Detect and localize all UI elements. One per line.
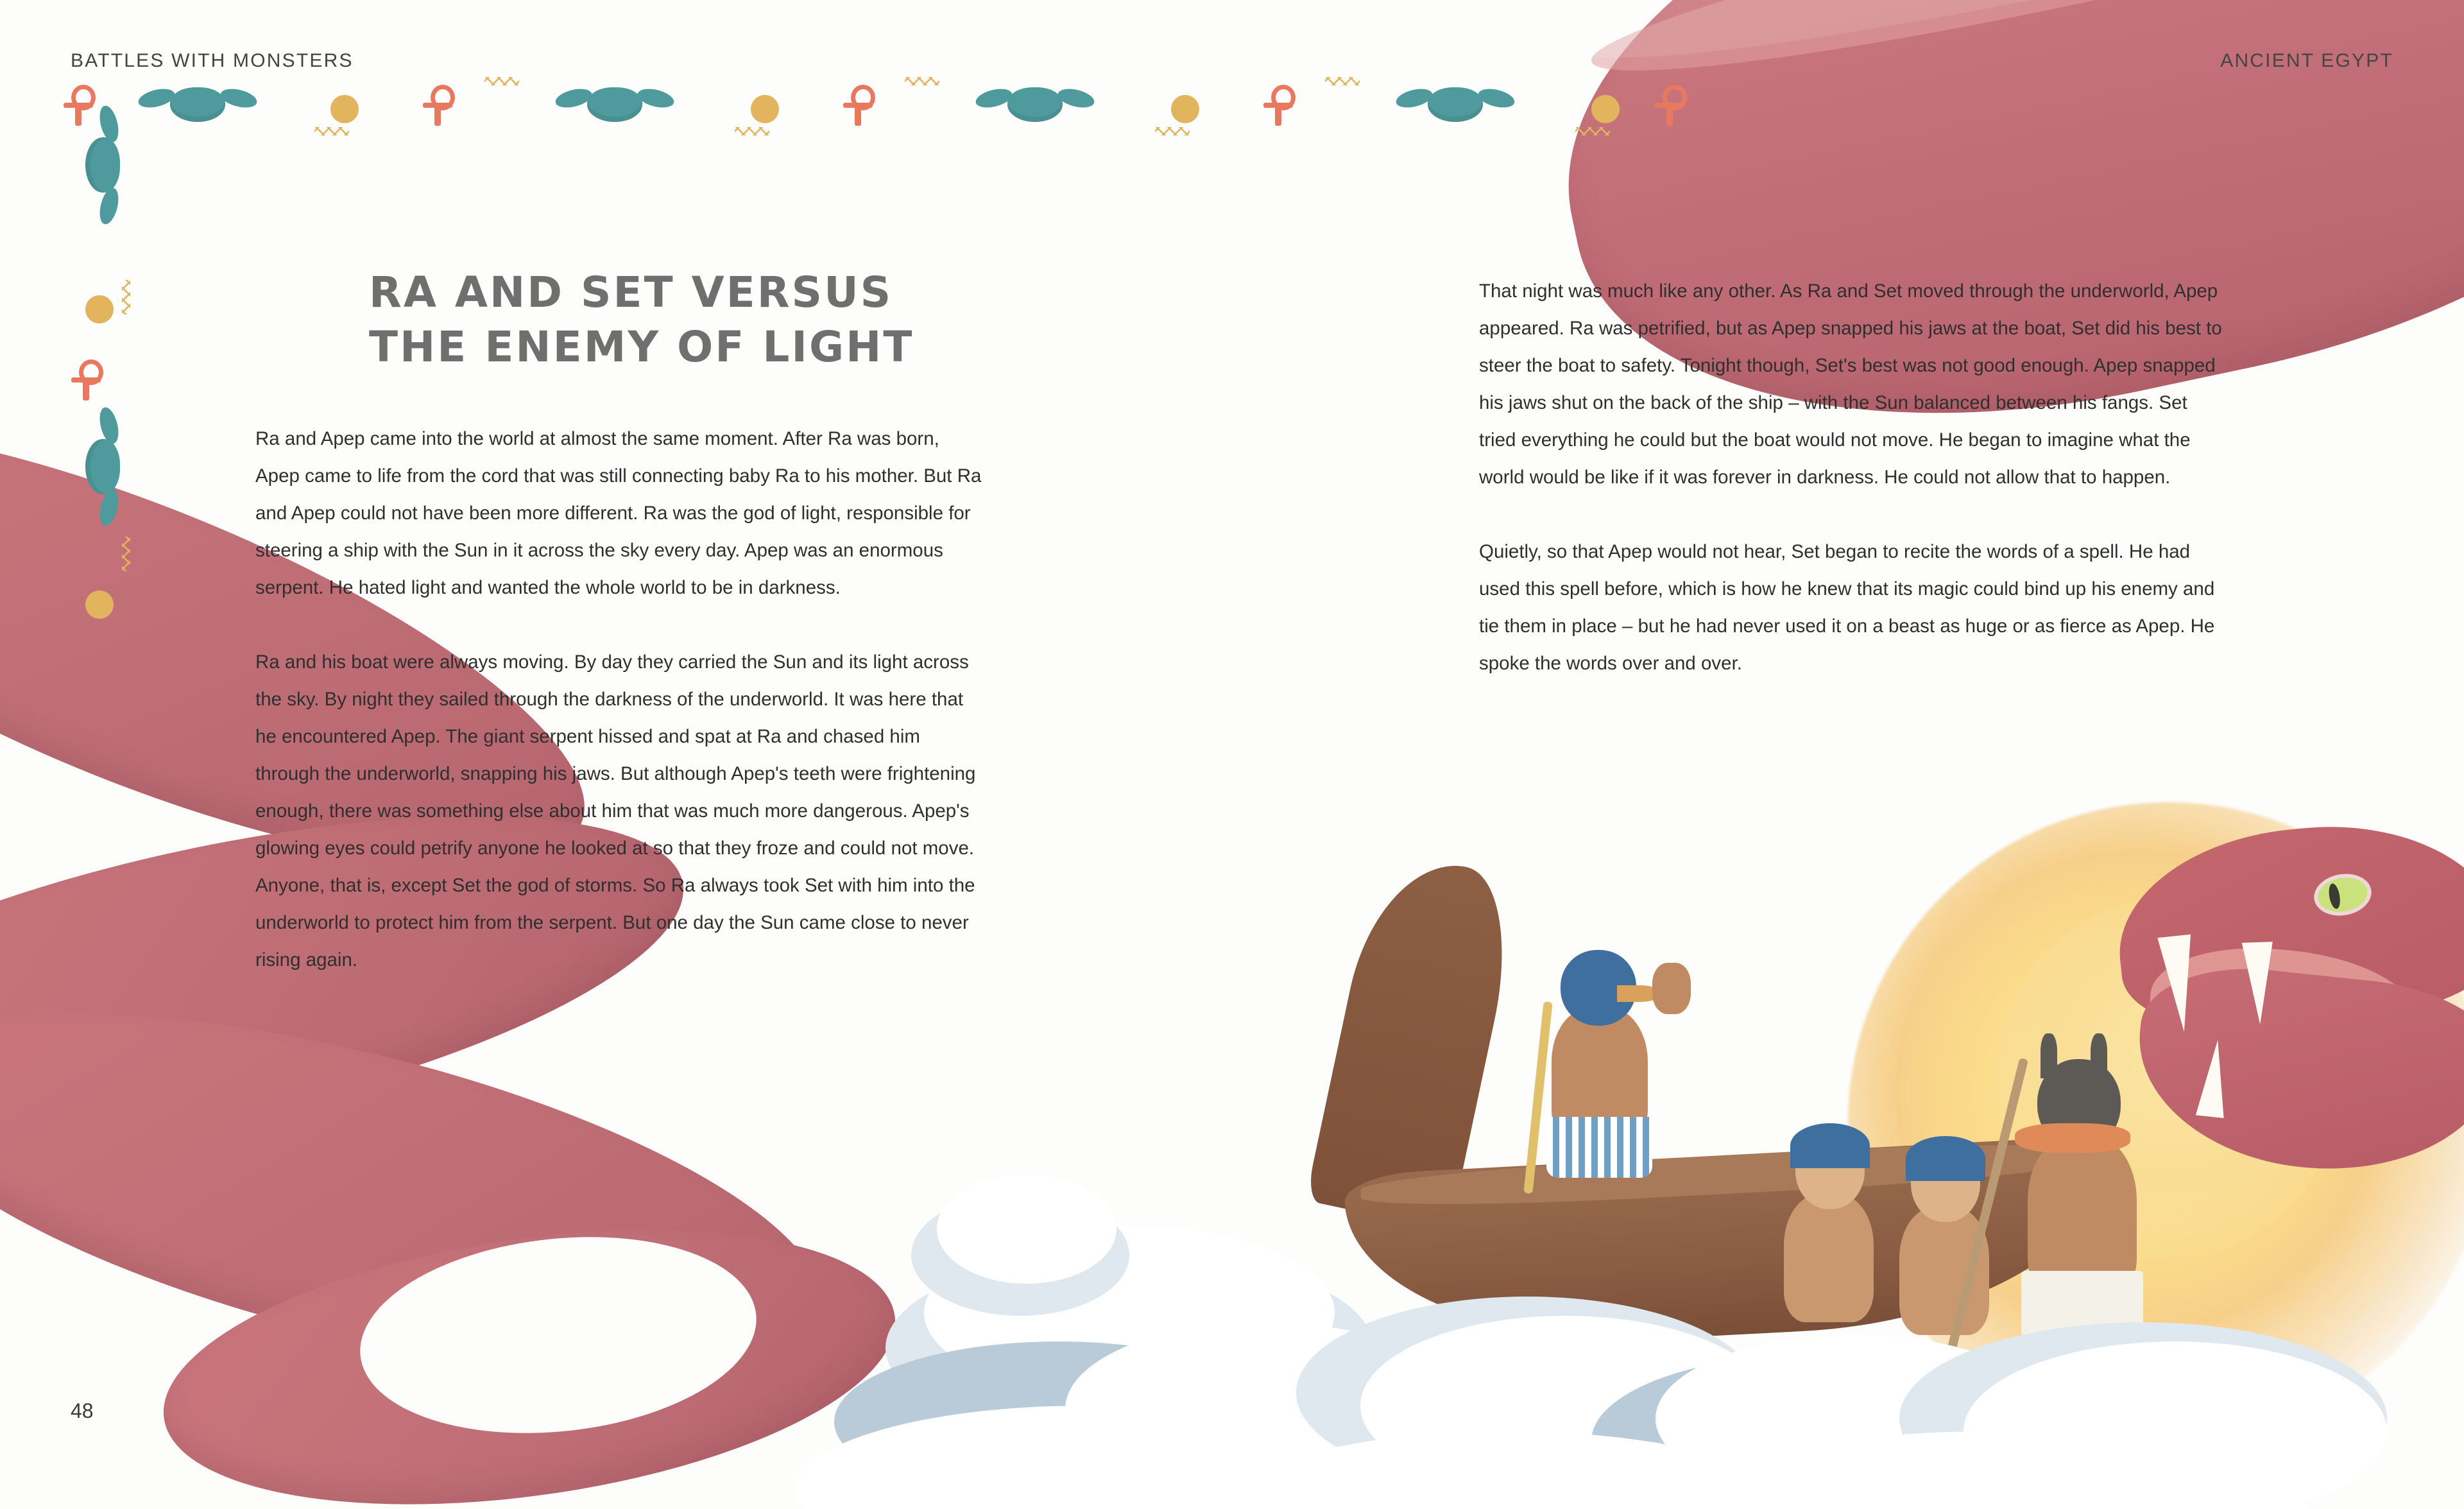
paragraph: That night was much like any other. As Ra and Set moved through the underworld, Apep appeared. Ra was petrified, but as Apep snapped his jaws at the boat, Set did his best to steer the boat to safety. Tonight though, Set's best was not good enough. Apep snapped his jaws shut on the back of the ship – with the Sun balanced between his fangs. Set tried everything he could but the boat would not move. He began to imagine what the world would be like if it was forever in darkness. He could not allow that to happen.: [1479, 280, 2222, 488]
scarab-icon: [1007, 87, 1063, 122]
scarab-icon: [1428, 87, 1483, 122]
running-head-right: ANCIENT EGYPT: [2220, 50, 2393, 71]
zigzag-icon: [114, 537, 130, 571]
ankh-icon: [67, 85, 89, 125]
ankh-icon: [847, 85, 869, 125]
sun-disc-icon: [1591, 95, 1620, 123]
paragraph: Ra and his boat were always moving. By day they carried the Sun and its light across the sky. By night they sailed through the darkness of the underworld. It was here that he encountered Apep. The giant serpent hissed and spat at Ra and chased him through the underworld, snapping his jaws. But although Apep's teeth were frightening enough, there was something else about him that was much more dangerous. Apep's glowing eyes could petrify anyone he looked at so that they froze and could not move. Anyone, that is, except Set the god of storms. So Ra always took Set with him into the underworld to protect him from the serpent. But one day the Sun came close to never rising again.: [255, 651, 976, 970]
top-frieze: [61, 71, 1678, 141]
zigzag-icon: [1575, 127, 1610, 144]
zigzag-icon: [314, 127, 349, 144]
zigzag-icon: [905, 77, 939, 94]
sun-disc-icon: [751, 95, 779, 123]
ankh-icon: [1659, 85, 1681, 125]
paragraph: Quietly, so that Apep would not hear, Set began to recite the words of a spell. He had used this spell before, which is how he knew that its magic could bind up his enemy and tie them in place – but he had never used it on a beast as huge or as fierce as Apep. He spoke the words over and over.: [1479, 541, 2215, 674]
scarab-icon: [85, 137, 120, 193]
serpent-fang: [2242, 942, 2275, 1025]
page-title-line-2: THE ENEMY OF LIGHT: [369, 322, 914, 372]
ra-raised-hand: [1652, 963, 1691, 1014]
ankh-icon: [75, 359, 97, 399]
zigzag-icon: [1325, 77, 1360, 94]
serpent-pupil: [2327, 883, 2342, 910]
scarab-icon: [85, 439, 120, 494]
zigzag-icon: [484, 77, 519, 94]
sun-disc-icon: [330, 95, 359, 123]
page-number: 48: [71, 1399, 94, 1422]
ankh-icon: [1267, 85, 1289, 125]
scarab-icon: [170, 87, 225, 122]
sun-disc-icon: [85, 295, 114, 323]
zigzag-icon: [735, 127, 769, 144]
set-ear: [2041, 1033, 2057, 1078]
set-ear: [2091, 1033, 2107, 1078]
page-title-line-1: RA AND SET VERSUS: [369, 268, 893, 318]
wave-crest: [937, 1175, 1116, 1284]
running-head-left: BATTLES WITH MONSTERS: [71, 50, 354, 71]
side-frieze: [61, 148, 132, 712]
page-title: [369, 266, 1011, 374]
paragraph: Ra and Apep came into the world at almost the same moment. After Ra was born, Apep came to life from the cord that was still connecting baby Ra to his mother. But Ra and Apep could not have been more different. Ra was the god of light, responsible for steering a ship with the Sun in it across the sky every day. Apep was an enormous serpent. He hated light and wanted the whole world to be in darkness.: [255, 428, 982, 598]
scarab-icon: [587, 87, 642, 122]
ankh-icon: [427, 85, 449, 125]
sun-disc-icon: [85, 591, 114, 619]
body-left-column: [255, 420, 987, 1016]
zigzag-icon: [114, 280, 130, 315]
sun-disc-icon: [1171, 95, 1199, 123]
zigzag-icon: [1155, 127, 1190, 144]
body-right-column: [1479, 273, 2223, 720]
sea: [963, 1130, 2464, 1509]
